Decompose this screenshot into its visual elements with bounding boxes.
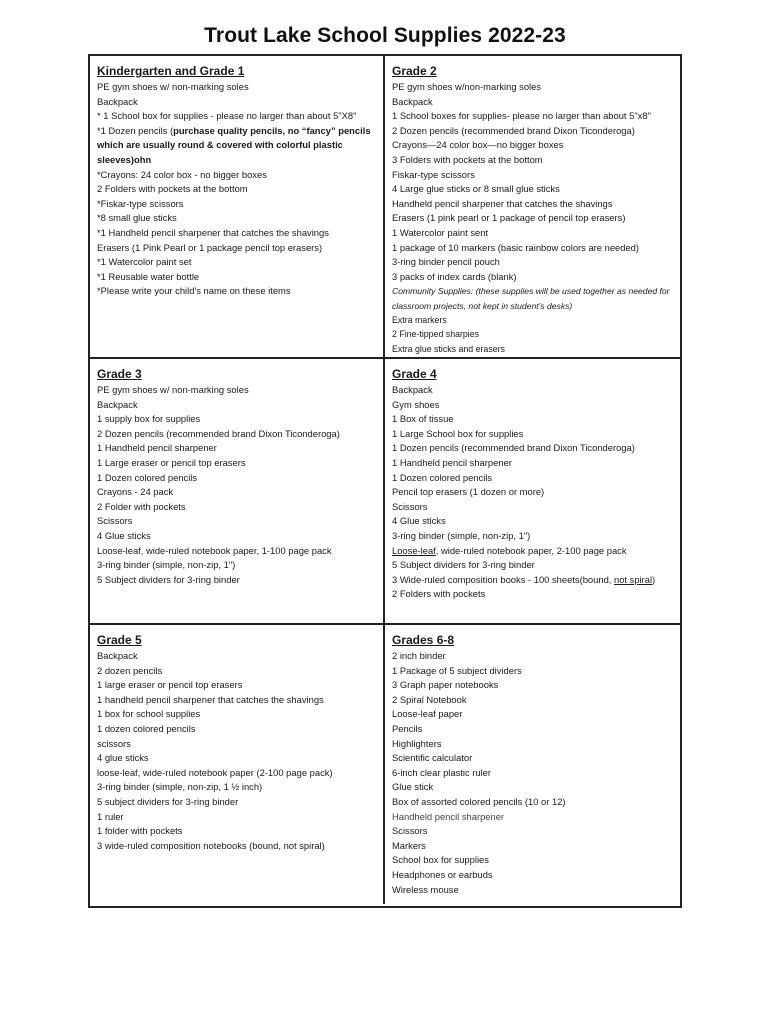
- list-item: 4 Large glue sticks or 8 small glue sticks: [392, 183, 560, 195]
- supply-list: [392, 80, 677, 357]
- list-item: Wireless mouse: [392, 883, 459, 895]
- list-item: 4 Glue sticks: [392, 515, 446, 527]
- list-item: Backpack: [97, 650, 138, 661]
- list-item: 1 ruler: [97, 810, 124, 822]
- list-item: Extra markers: [392, 314, 447, 325]
- list-item: Scissors: [392, 825, 428, 837]
- list-item: Backpack: [97, 398, 138, 410]
- supplies-table: [88, 54, 682, 908]
- item-bold-text: purchase quality pencils, no “fancy” pencils which are usually round & covered with colorful plastic sleeves)ohn: [97, 124, 371, 165]
- list-item: 1 package of 10 markers (basic rainbow colors are needed): [392, 241, 640, 253]
- section-heading: Grade 4: [392, 367, 437, 381]
- supply-list: [97, 80, 379, 299]
- cell-grades-6-8: [385, 625, 681, 904]
- item-text: *1 Dozen pencils (: [97, 124, 174, 136]
- list-item: Loose-leaf paper: [392, 708, 463, 720]
- list-item: 2 Spiral Notebook: [392, 693, 467, 705]
- list-item: *Fiskar-type scissors: [97, 197, 184, 209]
- list-item: PE gym shoes w/ non-marking soles: [97, 384, 249, 395]
- list-item: 2 inch binder: [392, 650, 446, 661]
- list-item: Crayons—24 color box—no bigger boxes: [392, 139, 564, 151]
- cell-grade-4: [385, 359, 681, 625]
- list-item: 4 Glue sticks: [97, 529, 151, 541]
- section-heading: Grade 3: [97, 367, 142, 381]
- list-item: Loose-leaf, wide-ruled notebook paper, 1-100 page pack: [97, 544, 332, 556]
- list-item: 2 Dozen pencils (recommended brand Dixon Ticonderoga): [97, 427, 340, 439]
- list-item: 1 Dozen colored pencils: [97, 471, 198, 483]
- list-item: 3-ring binder (simple, non-zip, 1"): [97, 559, 236, 571]
- item-underlined-text: Loose-leaf: [392, 544, 436, 556]
- list-item: 2 Folders with pockets: [392, 588, 486, 600]
- list-item: Scissors: [392, 500, 428, 512]
- list-item: 1 Dozen colored pencils: [392, 471, 493, 483]
- supply-list: [392, 383, 677, 602]
- list-item: [97, 124, 379, 168]
- list-item: 1 box for school supplies: [97, 708, 201, 720]
- list-item: 3 Graph paper notebooks: [392, 679, 499, 691]
- list-item: Markers: [392, 839, 426, 851]
- list-item: Scientific calculator: [392, 752, 473, 764]
- list-item: 3 packs of index cards (blank): [392, 270, 517, 282]
- list-item: 6-inch clear plastic ruler: [392, 766, 491, 778]
- item-underlined-text: not spiral: [614, 573, 653, 585]
- supply-list: [97, 383, 379, 587]
- cell-kindergarten-grade-1: [90, 56, 385, 359]
- list-item: 1 supply box for supplies: [97, 413, 201, 425]
- list-item: 1 Watercolor paint sent: [392, 226, 489, 238]
- item-text: 3 Wide-ruled composition books - 100 sheets(bound,: [392, 573, 614, 585]
- list-item: Handheld pencil sharpener: [392, 810, 505, 822]
- list-item: 1 Box of tissue: [392, 413, 454, 425]
- list-item: Highlighters: [392, 737, 442, 749]
- list-item: PE gym shoes w/ non-marking soles: [97, 81, 249, 92]
- list-item: Erasers (1 Pink Pearl or 1 package pencil top erasers): [97, 241, 323, 253]
- list-item: 2 Dozen pencils (recommended brand Dixon Ticonderoga): [392, 124, 635, 136]
- cell-grade-3: [90, 359, 385, 625]
- list-item: Box of assorted colored pencils (10 or 12): [392, 795, 566, 807]
- list-item: 1 Large eraser or pencil top erasers: [97, 456, 246, 468]
- page-title: Trout Lake School Supplies 2022-23: [204, 24, 566, 47]
- list-item: 3 wide-ruled composition notebooks (bound, not spiral): [97, 839, 325, 851]
- list-item: *8 small glue sticks: [97, 212, 177, 224]
- list-item: *Please write your child's name on these items: [97, 285, 291, 297]
- list-item: scissors: [97, 737, 131, 749]
- list-item: 1 dozen colored pencils: [97, 722, 196, 734]
- community-supplies-note: Community Supplies: (these supplies will be used together as needed for classroom projects, not kept in student's desks): [392, 286, 670, 311]
- list-item: School box for supplies: [392, 854, 489, 866]
- list-item: *Crayons: 24 color box - no bigger boxes: [97, 168, 267, 180]
- list-item: 1 folder with pockets: [97, 825, 183, 837]
- list-item: 1 Handheld pencil sharpener: [392, 456, 512, 468]
- section-heading: Grade 5: [97, 633, 142, 647]
- list-item: 3 Folders with pockets at the bottom: [392, 153, 543, 165]
- list-item: 2 Fine-tipped sharpies: [392, 329, 480, 340]
- item-text: , wide-ruled notebook paper, 2-100 page pack: [435, 544, 627, 556]
- list-item: 1 Handheld pencil sharpener: [97, 442, 217, 454]
- list-item: 2 dozen pencils: [97, 664, 163, 676]
- list-item: 1 School boxes for supplies- please no larger than about 5"x8": [392, 110, 651, 122]
- list-item: Glue stick: [392, 781, 434, 793]
- list-item: 1 Dozen pencils (recommended brand Dixon Ticonderoga): [392, 442, 635, 454]
- list-item: Erasers (1 pink pearl or 1 package of pencil top erasers): [392, 212, 626, 224]
- list-item: Backpack: [392, 384, 433, 395]
- list-item: 3-ring binder (simple, non-zip, 1 ½ inch): [97, 781, 263, 793]
- section-heading: Grades 6-8: [392, 633, 455, 647]
- list-item: 1 handheld pencil sharpener that catches the shavings: [97, 693, 324, 705]
- list-item: 1 Package of 5 subject dividers: [392, 664, 522, 676]
- list-item: Headphones or earbuds: [392, 868, 493, 880]
- list-item: Fiskar-type scissors: [392, 168, 475, 180]
- list-item: 2 Folders with pockets at the bottom: [97, 183, 248, 195]
- list-item: 1 large eraser or pencil top erasers: [97, 679, 243, 691]
- list-item: Backpack: [97, 95, 138, 107]
- list-item: loose-leaf, wide-ruled notebook paper (2-100 page pack): [97, 766, 333, 778]
- list-item: *1 Watercolor paint set: [97, 256, 192, 268]
- list-item: Handheld pencil sharpener that catches the shavings: [392, 197, 613, 209]
- list-item: Crayons - 24 pack: [97, 486, 174, 498]
- list-item: Backpack: [392, 95, 433, 107]
- supply-list: [97, 649, 379, 853]
- list-item: [392, 573, 677, 588]
- list-item: 5 Subject dividers for 3-ring binder: [97, 573, 240, 585]
- list-item: Pencils: [392, 722, 423, 734]
- list-item: Pencil top erasers (1 dozen or more): [392, 486, 545, 498]
- list-item: [392, 544, 677, 559]
- list-item: * 1 School box for supplies - please no larger than about 5"X8": [97, 110, 357, 122]
- item-text: ): [652, 573, 656, 585]
- cell-grade-2: [385, 56, 681, 359]
- list-item: Gym shoes: [392, 398, 440, 410]
- list-item: Scissors: [97, 515, 133, 527]
- list-item: *1 Handheld pencil sharpener that catches the shavings: [97, 226, 329, 238]
- list-item: 3-ring binder (simple, non-zip, 1"): [392, 529, 531, 541]
- list-item: PE gym shoes w/non-marking soles: [392, 81, 542, 92]
- cell-grade-5: [90, 625, 385, 904]
- list-item: *1 Reusable water bottle: [97, 270, 200, 282]
- section-heading: Grade 2: [392, 64, 437, 78]
- list-item: Extra glue sticks and erasers: [392, 343, 505, 354]
- supply-list: [392, 649, 677, 897]
- list-item: 2 Folder with pockets: [97, 500, 186, 512]
- section-heading: Kindergarten and Grade 1: [97, 64, 245, 78]
- list-item: 3-ring binder pencil pouch: [392, 256, 500, 268]
- list-item: 5 subject dividers for 3-ring binder: [97, 795, 239, 807]
- list-item: 5 Subject dividers for 3-ring binder: [392, 559, 535, 571]
- list-item: 1 Large School box for supplies: [392, 427, 524, 439]
- list-item: 4 glue sticks: [97, 752, 149, 764]
